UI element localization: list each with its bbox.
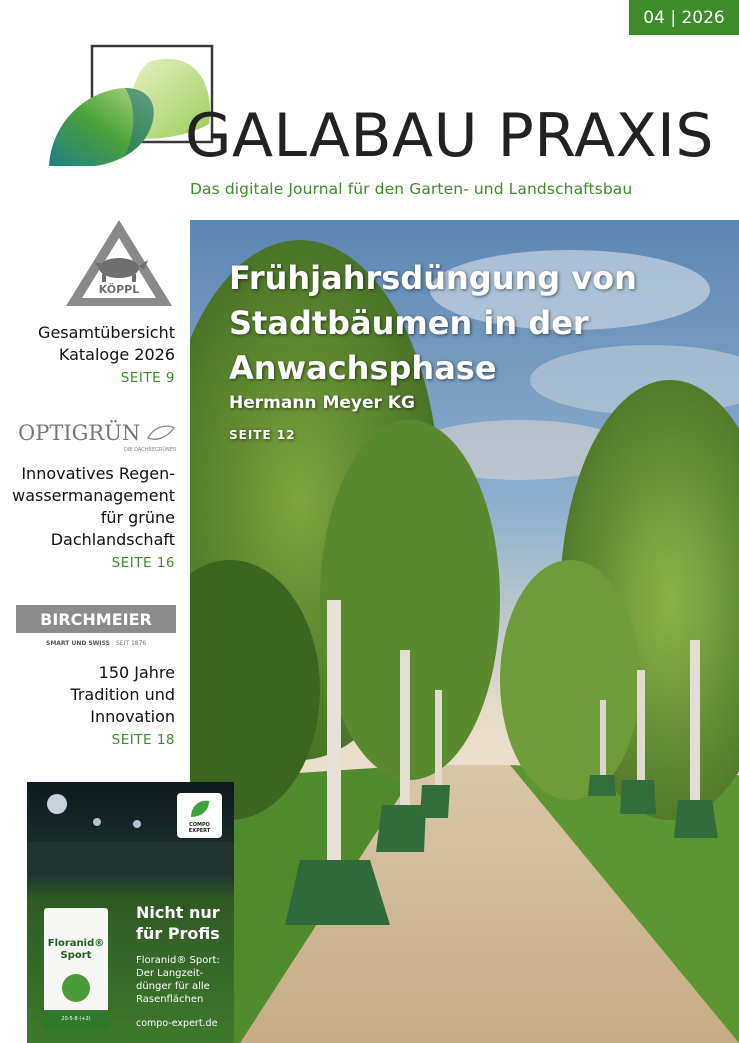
issue-badge: 04 | 2026	[629, 0, 739, 35]
teaser-line: für grüne	[100, 508, 175, 527]
teaser-page-link[interactable]: SEITE 16	[111, 555, 175, 571]
cover-page-link[interactable]: SEITE 12	[229, 428, 296, 442]
koeppl-teaser[interactable]	[38, 322, 175, 386]
teaser-page-link[interactable]: SEITE 18	[111, 732, 175, 748]
ad-url-link[interactable]: compo-expert.de	[136, 1018, 218, 1029]
ad-copy-line: Rasenflächen	[136, 994, 204, 1005]
magazine-title: GALABAU PRAXIS	[185, 101, 714, 171]
birchmeier-teaser[interactable]	[70, 662, 175, 748]
optigruen-logo	[16, 416, 176, 456]
ad-copy-line: dünger für alle	[136, 981, 210, 992]
teaser-line: 150 Jahre	[98, 663, 175, 682]
cover-author: Hermann Meyer KG	[229, 393, 415, 413]
svg-text:KÖPPL: KÖPPL	[98, 283, 140, 296]
teaser-line: Tradition und	[70, 685, 175, 704]
teaser-line: wassermanagement	[12, 486, 175, 505]
teaser-line: Innovatives Regen-	[21, 464, 175, 483]
koeppl-logo	[64, 218, 174, 310]
birchmeier-logo	[16, 605, 176, 649]
teaser-line: Dachlandschaft	[50, 530, 175, 549]
leaf-icon	[177, 793, 222, 823]
badge-line: EXPERT	[188, 828, 211, 834]
teaser-page-link[interactable]: SEITE 9	[120, 370, 175, 386]
ad-copy	[136, 954, 220, 1006]
badge-line: COMPO	[189, 822, 210, 828]
grass-ball-icon	[44, 966, 108, 1006]
ad-headline	[136, 902, 220, 944]
compo-expert-logo	[177, 793, 222, 838]
svg-text:SMART UND SWISS: SMART UND SWISS	[46, 640, 110, 647]
svg-text:DIE DACHBEGRÜNER: DIE DACHBEGRÜNER	[124, 447, 176, 453]
svg-text:BIRCHMEIER: BIRCHMEIER	[40, 610, 152, 629]
teaser-line: Gesamtübersicht	[38, 323, 175, 342]
bag-brand-line: Floranid®	[47, 938, 105, 949]
cover-headline[interactable]: Frühjahrsdüngung von Stadtbäumen in der Anwachsphase	[229, 259, 637, 387]
svg-text:SEIT 1876: SEIT 1876	[116, 640, 147, 647]
ad-headline-line: für Profis	[136, 924, 220, 943]
optigruen-teaser[interactable]	[12, 463, 175, 571]
svg-text:OPTIGRÜN: OPTIGRÜN	[18, 421, 141, 445]
bag-spec: 20-5-8 (+2)	[61, 1016, 91, 1022]
ad-copy-line: Der Langzeit-	[136, 968, 204, 979]
teaser-line: Innovation	[90, 707, 175, 726]
ad-headline-line: Nicht nur	[136, 903, 220, 922]
ad-copy-line: Floranid® Sport:	[136, 955, 220, 966]
bag-brand-line: Sport	[60, 950, 92, 961]
product-bag	[44, 908, 108, 1030]
teaser-line: Kataloge 2026	[58, 345, 175, 364]
compo-expert-ad[interactable]	[27, 782, 234, 1043]
magazine-subtitle: Das digitale Journal für den Garten- und Landschaftsbau	[190, 180, 633, 198]
